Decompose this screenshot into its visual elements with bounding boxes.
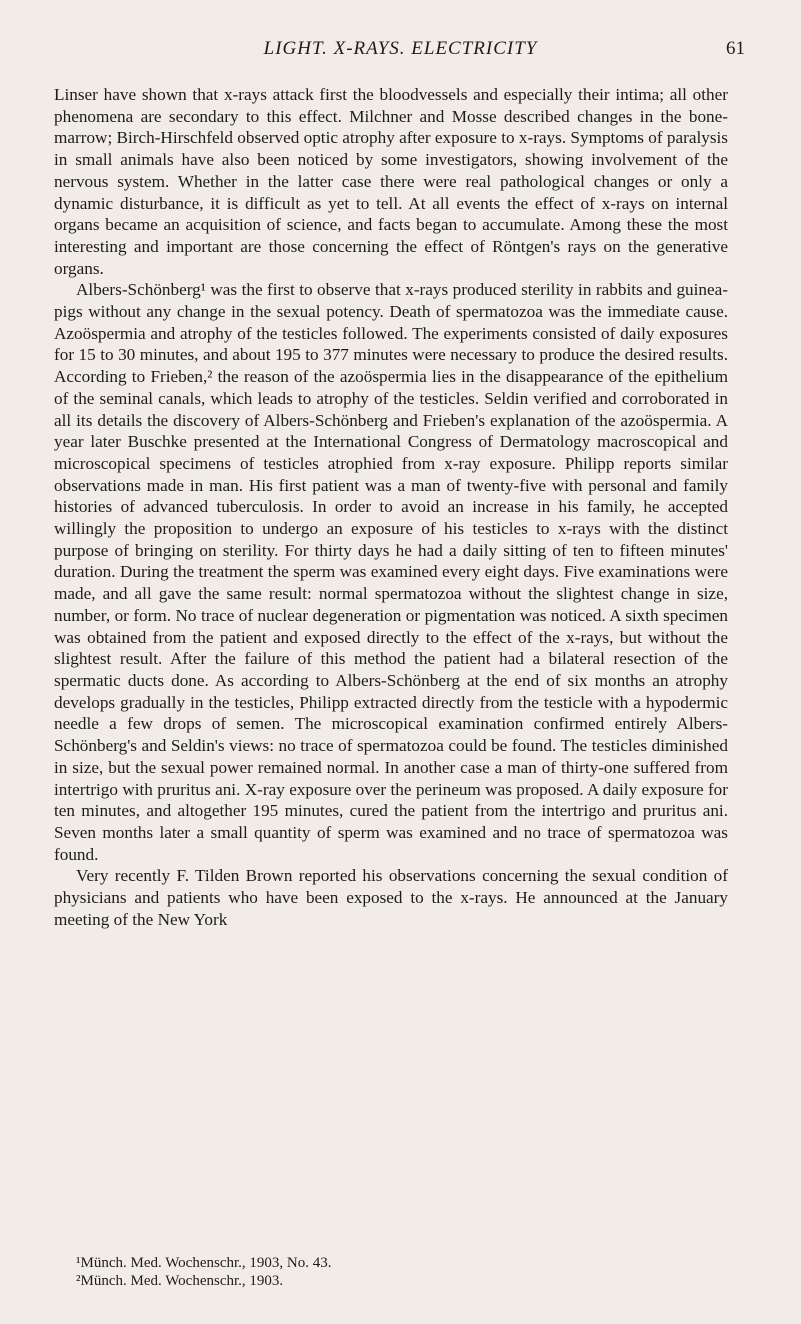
body-text bbox=[54, 84, 728, 930]
footnote-2: ²Münch. Med. Wochenschr., 1903. bbox=[76, 1273, 284, 1289]
page-number: 61 bbox=[726, 38, 745, 59]
paragraph-1: Linser have shown that x-rays attack first the bloodvessels and especially their intima; all other phenomena are secondary to this effect. Milchner and Mosse described changes in the bone-marrow; Birch-Hirschfeld observed optic atrophy after exposure to x-rays. Symptoms of paralysis in small animals have also been noticed by some investigators, showing involvement of the nervous system. Whether in the latter case there were real pathological changes or only a dynamic disturbance, it is difficult as yet to tell. At all events the effect of x-rays on internal organs became an acquisition of science, and facts began to accumulate. Among these the most interesting and important are those concerning the effect of Röntgen's rays on the generative organs. bbox=[54, 85, 728, 278]
paragraph-3: Very recently F. Tilden Brown reported his observations concerning the sexual condition of physicians and patients who have been exposed to the x-rays. He announced at the January meeting of the New York bbox=[54, 866, 728, 929]
running-head bbox=[0, 38, 801, 68]
footnotes bbox=[76, 1254, 726, 1290]
footnote-1: ¹Münch. Med. Wochenschr., 1903, No. 43. bbox=[76, 1255, 332, 1271]
running-title: LIGHT. X-RAYS. ELECTRICITY bbox=[263, 38, 538, 59]
paragraph-2: Albers-Schönberg¹ was the first to observe that x-rays produced sterility in rabbits and guinea-pigs without any change in the sexual potency. Death of spermatozoa was the immediate cause. Azoöspermia and atrophy of the testicles followed. The experiments consisted of daily exposures for 15 to 30 minutes, and about 195 to 377 minutes were necessary to produce the desired results. According to Frieben,² the reason of the azoöspermia lies in the disappearance of the epithelium of the seminal canals, which leads to atrophy of the testicles. Seldin verified and corroborated in all its details the discovery of Albers-Schönberg and Frieben's explanation of the azoöspermia. A year later Buschke presented at the International Congress of Dermatology macroscopical and microscopical specimens of testicles atrophied from x-ray exposure. Philipp reports similar observations made in man. His first patient was a man of twenty-five with personal and family histories of advanced tuberculosis. In order to avoid an increase in his family, he accepted willingly the proposition to undergo an exposure of his testicles to x-rays with the distinct purpose of bringing on sterility. For thirty days he had a daily sitting of ten to fifteen minutes' duration. During the treatment the sperm was examined every eight days. Five examinations were made, and all gave the same result: normal spermatozoa without the slightest change in size, number, or form. No trace of nuclear degeneration or pigmentation was noticed. A sixth specimen was obtained from the patient and exposed directly to the effect of the x-rays, but without the slightest result. After the failure of this method the patient had a bilateral resection of the spermatic ducts done. As according to Albers-Schönberg at the end of six months an atrophy develops gradually in the testicles, Philipp extracted directly from the testicle with a hypodermic needle a few drops of semen. The microscopical examination confirmed entirely Albers-Schönberg's and Seldin's views: no trace of spermatozoa could be found. The testicles diminished in size, but the sexual power remained normal. In another case a man of thirty-one suffered from intertrigo with pruritus ani. X-ray exposure over the perineum was proposed. A daily exposure for ten minutes, and altogether 195 minutes, cured the patient from the intertrigo and pruritus ani. Seven months later a small quantity of sperm was examined and no trace of spermatozoa was found. bbox=[54, 280, 728, 864]
